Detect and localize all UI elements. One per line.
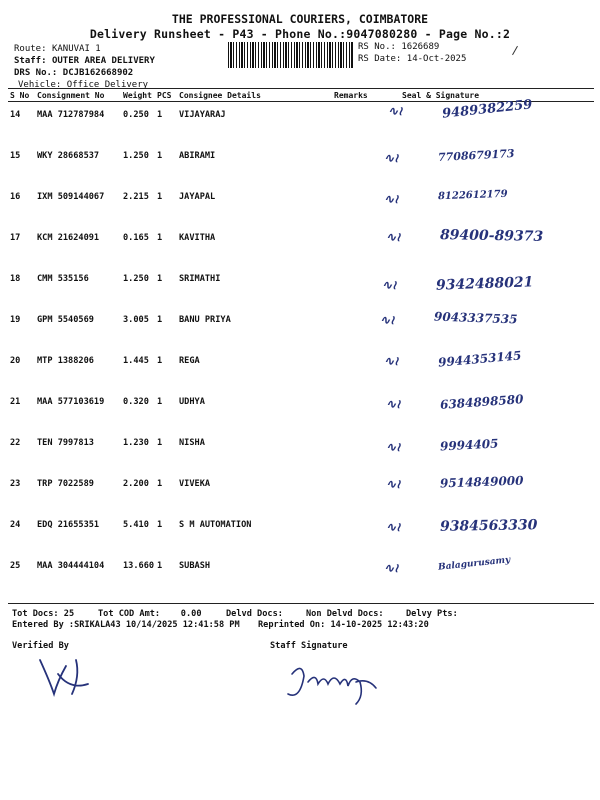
- table-row: [8, 266, 594, 307]
- row-signature: [376, 307, 594, 348]
- row-consignee: SRIMATHI: [179, 274, 221, 284]
- rs-date-value: 14-Oct-2025: [406, 54, 467, 64]
- row-remarks: [332, 184, 376, 225]
- row-consignee: SUBASH: [179, 561, 211, 571]
- handwritten-phone: 89400-89373: [439, 227, 544, 245]
- row-signature: [376, 184, 594, 225]
- runsheet-title: Delivery Runsheet - P43 - Phone No.:9047080280 - Page No.:2: [89, 27, 511, 41]
- non-delvd-docs: [306, 609, 384, 619]
- row-remarks: [332, 143, 376, 184]
- vehicle-label: Vehicle:: [18, 80, 62, 90]
- row-signature: [376, 266, 594, 307]
- row-sno: 19: [10, 315, 21, 325]
- tot-cod-label: Tot COD Amt:: [98, 609, 161, 619]
- handwritten-phone: 9514849000: [439, 473, 524, 491]
- rs-date-label: RS Date:: [358, 54, 402, 64]
- table-row: [8, 307, 594, 348]
- drs-label: DRS No.:: [14, 68, 58, 78]
- route-label: Route:: [14, 44, 47, 54]
- row-remarks: [332, 389, 376, 430]
- pen-mark: [512, 46, 518, 55]
- row-consignee: VIJAYARAJ: [179, 110, 226, 120]
- row-consignee: BANU PRIYA: [179, 315, 231, 325]
- tot-cod-value: 0.00: [180, 609, 202, 619]
- delvd-label: Delvd Docs:: [226, 609, 283, 619]
- col-pcs: PCS: [155, 89, 177, 102]
- row-weight: 1.250: [123, 274, 149, 284]
- row-pcs: 1: [157, 397, 163, 407]
- scribble-signature-icon: ∿≀: [386, 477, 401, 491]
- table-row: [8, 102, 594, 144]
- row-pcs: 1: [157, 192, 163, 202]
- company-name: THE PROFESSIONAL COURIERS, COIMBATORE: [171, 12, 429, 26]
- row-signature: [376, 389, 594, 430]
- row-pcs: 1: [157, 520, 163, 530]
- entered-label: Entered By :: [12, 620, 75, 630]
- row-consignment: IXM 509144067: [37, 192, 105, 202]
- row-signature: [376, 471, 594, 512]
- handwritten-phone: Balagurusamy: [437, 555, 511, 573]
- drs-value: DCJB162668902: [62, 68, 134, 78]
- scribble-signature-icon: ∿≀: [384, 192, 399, 206]
- row-remarks: [332, 512, 376, 553]
- scribble-signature-icon: ∿≀: [386, 397, 401, 411]
- col-consignment: Consignment No: [35, 89, 121, 102]
- row-consignment: TRP 7022589: [37, 479, 94, 489]
- row-consignment: EDQ 21655351: [37, 520, 100, 530]
- barcode: [228, 42, 354, 68]
- row-sno: 23: [10, 479, 21, 489]
- row-weight: 5.410: [123, 520, 149, 530]
- row-sno: 18: [10, 274, 21, 284]
- row-weight: 13.660: [123, 561, 155, 571]
- table-row: [8, 471, 594, 512]
- staff-label: Staff:: [14, 56, 47, 66]
- row-consignment: GPM 5540569: [37, 315, 94, 325]
- row-remarks: [332, 348, 376, 389]
- rs-no-label: RS No.:: [358, 42, 396, 52]
- route-value: KANUVAI 1: [51, 44, 101, 54]
- row-weight: 0.165: [123, 233, 149, 243]
- scribble-signature-icon: ∿≀: [386, 230, 401, 244]
- row-signature: [376, 512, 594, 553]
- handwritten-phone: 7708679173: [437, 147, 515, 164]
- reprinted-on: [258, 620, 429, 630]
- table-row: [8, 512, 594, 553]
- row-signature: [376, 143, 594, 184]
- verifier-signature: [36, 654, 96, 700]
- row-pcs: 1: [157, 151, 163, 161]
- table-row: [8, 225, 594, 266]
- rs-date-line: [358, 53, 466, 65]
- row-signature: [376, 430, 594, 471]
- row-consignee: KAVITHA: [179, 233, 216, 243]
- row-remarks: [332, 471, 376, 512]
- row-consignee: VIVEKA: [179, 479, 211, 489]
- route-line: [14, 43, 155, 55]
- handwritten-phone: 9043337535: [433, 309, 518, 327]
- row-consignment: KCM 21624091: [37, 233, 100, 243]
- row-sno: 21: [10, 397, 21, 407]
- scribble-signature-icon: ∿≀: [388, 104, 403, 118]
- row-pcs: 1: [157, 274, 163, 284]
- row-consignment: MAA 712787984: [37, 110, 105, 120]
- table-row: [8, 389, 594, 430]
- non-delvd-label: Non Delvd Docs:: [306, 609, 384, 619]
- handwritten-phone: 9384563330: [439, 517, 538, 535]
- row-pcs: 1: [157, 438, 163, 448]
- row-consignment: TEN 7997813: [37, 438, 94, 448]
- handwritten-phone: 9944353145: [437, 348, 522, 370]
- reprinted-value: 14-10-2025 12:43:20: [330, 620, 429, 630]
- row-remarks: [332, 225, 376, 266]
- meta-left: [14, 43, 155, 91]
- col-seal-signature: Seal & Signature: [376, 89, 594, 102]
- col-weight: Weight: [121, 89, 155, 102]
- col-consignee: Consignee Details: [177, 89, 332, 102]
- staff-value: OUTER AREA DELIVERY: [51, 56, 155, 66]
- row-pcs: 1: [157, 561, 163, 571]
- row-consignment: CMM 535156: [37, 274, 89, 284]
- col-sno: S No: [8, 89, 35, 102]
- staff-signature-label: Staff Signature: [270, 641, 348, 651]
- row-consignment: MTP 1388206: [37, 356, 94, 366]
- row-remarks: [332, 102, 376, 144]
- row-sno: 24: [10, 520, 21, 530]
- row-sno: 14: [10, 110, 21, 120]
- col-remarks: Remarks: [332, 89, 376, 102]
- staff-signature: [282, 660, 382, 710]
- handwritten-phone: 6384898580: [439, 392, 524, 412]
- row-remarks: [332, 553, 376, 594]
- row-weight: 1.445: [123, 356, 149, 366]
- row-consignee: REGA: [179, 356, 200, 366]
- row-weight: 2.200: [123, 479, 149, 489]
- row-consignee: NISHA: [179, 438, 205, 448]
- entered-by: [12, 620, 240, 630]
- row-weight: 1.250: [123, 151, 149, 161]
- row-pcs: 1: [157, 233, 163, 243]
- row-signature: [376, 348, 594, 389]
- scribble-signature-icon: ∿≀: [384, 151, 399, 165]
- row-sno: 15: [10, 151, 21, 161]
- scribble-signature-icon: ∿≀: [386, 440, 401, 454]
- scribble-signature-icon: ∿≀: [380, 313, 395, 327]
- row-signature: [376, 553, 594, 594]
- row-consignee: ABIRAMI: [179, 151, 216, 161]
- scribble-signature-icon: ∿≀: [384, 561, 399, 575]
- delvd-docs: [226, 609, 283, 619]
- tot-docs-label: Tot Docs:: [12, 609, 59, 619]
- row-weight: 2.215: [123, 192, 149, 202]
- row-weight: 0.320: [123, 397, 149, 407]
- vehicle-value: Office Delivery: [66, 80, 149, 90]
- verified-by-label: Verified By: [12, 641, 69, 651]
- meta-right: [358, 41, 466, 65]
- rs-no-line: [358, 41, 466, 53]
- row-sno: 16: [10, 192, 21, 202]
- row-pcs: 1: [157, 479, 163, 489]
- table-row: [8, 553, 594, 594]
- row-pcs: 1: [157, 110, 163, 120]
- table-row: [8, 348, 594, 389]
- row-sno: 20: [10, 356, 21, 366]
- tot-cod: [98, 609, 202, 619]
- scribble-signature-icon: ∿≀: [386, 520, 401, 534]
- row-weight: 0.250: [123, 110, 149, 120]
- row-weight: 1.230: [123, 438, 149, 448]
- staff-line: [14, 55, 155, 67]
- tot-docs-value: 25: [63, 609, 75, 619]
- delvy-pts-label: Delvy Pts:: [406, 609, 458, 619]
- table-row: [8, 143, 594, 184]
- row-consignee: JAYAPAL: [179, 192, 216, 202]
- footer-rule: [8, 603, 594, 604]
- rs-no-value: 1626689: [401, 42, 440, 52]
- row-remarks: [332, 430, 376, 471]
- row-consignment: WKY 28668537: [37, 151, 100, 161]
- delvy-pts: [406, 609, 458, 619]
- drs-line: [14, 67, 155, 79]
- row-consignee: S M AUTOMATION: [179, 520, 252, 530]
- row-signature: [376, 225, 594, 266]
- row-sno: 22: [10, 438, 21, 448]
- table-row: [8, 184, 594, 225]
- handwritten-phone: 9994405: [439, 436, 499, 454]
- reprinted-label: Reprinted On:: [258, 620, 326, 630]
- row-consignee: UDHYA: [179, 397, 205, 407]
- scribble-signature-icon: ∿≀: [384, 354, 399, 368]
- totals-line: [12, 609, 74, 619]
- row-consignment: MAA 577103619: [37, 397, 105, 407]
- entered-value: SRIKALA43 10/14/2025 12:41:58 PM: [74, 620, 240, 630]
- scribble-signature-icon: ∿≀: [382, 278, 397, 292]
- row-pcs: 1: [157, 315, 163, 325]
- delivery-table: [8, 88, 594, 594]
- row-pcs: 1: [157, 356, 163, 366]
- row-remarks: [332, 307, 376, 348]
- handwritten-phone: 8122612179: [437, 188, 508, 203]
- handwritten-phone: 9342488021: [435, 274, 534, 294]
- row-consignment: MAA 304444104: [37, 561, 105, 571]
- row-remarks: [332, 266, 376, 307]
- row-weight: 3.005: [123, 315, 149, 325]
- table-row: [8, 430, 594, 471]
- row-signature: [376, 97, 594, 144]
- row-sno: 17: [10, 233, 21, 243]
- handwritten-phone: 9489382259: [441, 97, 534, 122]
- row-sno: 25: [10, 561, 21, 571]
